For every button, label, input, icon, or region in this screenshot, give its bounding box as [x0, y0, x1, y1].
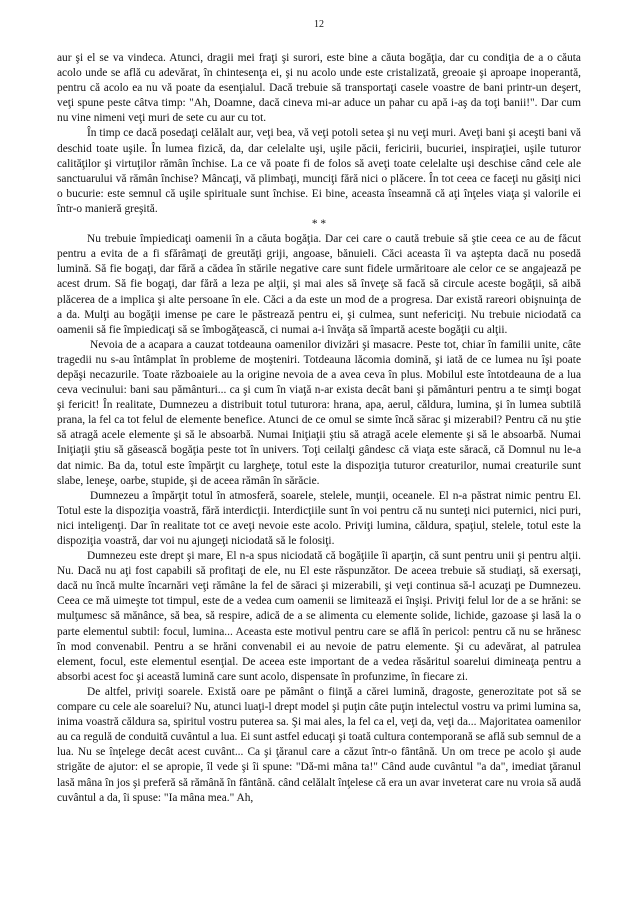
paragraph: De altfel, priviţi soarele. Există oare pe pământ o fiinţă a cărei lumină, dragoste, generozitate pot să se compare cu cele ale soarelui? Nu, atunci luaţi-l drept model şi puţin câte puţin intelectul vostru va primi lumina sa, inima voastră căldura sa, spiritul vostru puterea sa. Şi mai ales, la fel ca el, veţi da, veţi da... Majoritatea oamenilor au ca regulă de conduită cuvântul a lua. Ei sunt astfel educaţi şi toată cultura contemporană se află sub semnul de a lua. Nu se înţelege decât acest cuvânt... Ca şi ţăranul care a căzut într-o fântână. Un om trece pe acolo şi aude strigăte de ajutor: el se apropie, îl vede şi îi spune: "Dă-mi mâna ta!" Când aude cuvântul "a da", imediat ţăranul lasă mâna în jos şi preferă să rămână în fântână. când celălalt înţelese că era un avar inveterat care nu vroia să audă cuvântul a da, îi spuse: "Ia mâna mea." Ah,	[57, 685, 582, 804]
page-number: 12	[314, 19, 324, 30]
paragraph: În timp ce dacă posedaţi celălalt aur, veţi bea, vă veţi potoli setea şi nu veţi muri. Aveţi bani şi aceşti bani vă deschid toate uşile. În lumea fizică, da, dar celelalte uşi, uşile păcii, fericirii, bucuriei, inspiraţiei, uşile tuturor calităţilor şi virtuţilor rămân închise. La ce vă poate fi de folos să aveţi toate celelalte uşi deschise când cele ale sanctuarului vă rămân închise? Mâncaţi, vă plimbaţi, munciţi fără nici o plăcere. În tot ceea ce faceţi nu găsiţi nici o bucurie: este semnul că uşile spirituale sunt închise. Ei bine, aceasta înseamnă că aţi înţeles viaţa şi valorile ei într-o manieră greşită.	[57, 127, 581, 215]
paragraph: Dumnezeu este drept şi mare, El n-a spus niciodată că bogăţiile îi aparţin, că sunt pentru unii şi pentru alţii. Nu. Dacă nu aţi fost capabili să profitaţi de ele, nu El este răspunzător. De aceea trebuie să studiaţi, să exersaţi, dacă nu încă multe încarnări veţi rămâne la fel de săraci şi mizerabili, şi veţi continua să-l acuzaţi pe Dumnezeu. Ceea ce mă uimeşte tot timpul, este de a vedea cum oamenii se limitează ei înşişi. Priviţi felul lor de a se hrăni: se mulţumesc să mănânce, să bea, să respire, adică de a se alimenta cu elemente solide, lichide, gazoase şi lasă la o parte elementul subtil: focul, lumina... Aceasta este motivul pentru care se află în pericol: pentru că nu se hrănesc în mod convenabil. Pentru a se hrăni convenabil ei au nevoie de patru elemente. Şi cu adevărat, al patrulea element, focul, este elementul esenţial. De aceea este important de a vedea răsăritul soarelui dimineaţa pentru a absorbi acest foc şi această lumină care sunt acolo, dispensate în profunzime, în fiecare zi.	[57, 550, 581, 683]
paragraph: Dumnezeu a împărţit totul în atmosferă, soarele, stelele, munţii, oceanele. El n-a păstrat nimic pentru El. Totul este la dispoziţia voastră, fără interdicţii. Interdicţiile sunt în voi pentru că nu sunteţi nici puternici, nici puri, nici inteligenţi. Dar în realitate tot ce aveţi nevoie este acolo. Priviţi lumina, căldura, spaţiul, stelele, totul este la dispoziţia voastră, dar voi nu ajungeţi niciodată să le folosiţi.	[57, 489, 581, 547]
paragraph: aur şi el se va vindeca. Atunci, dragii mei fraţi şi surori, este bine a căuta bogăţia, dar cu condiţia de a o căuta acolo unde se află cu adevărat, în chintesenţa ei, şi nu acolo unde este cristalizată, greoaie şi aproape inoperantă, pentru că acolo ea nu vă poate da esenţialul. Dacă trebuie să transportaţi casele voastre de bani printr-un deşert, veţi spune peste câtva timp: "Ah, Doamne, dacă cineva mi-ar aduce un pahar cu apă i-aş da toţi banii!". Dar cum nu vine nimeni veţi muri de sete cu aur cu tot.	[57, 52, 581, 125]
paragraph: Nu trebuie împiedicaţi oamenii în a căuta bogăţia. Dar cei care o caută trebuie să ştie ceea ce au de făcut pentru a evita de a fi sfărâmaţi de greutăţi griji, angoase, bănuieli. Căci aceasta îi va aştepta dacă nu posedă lumină. Să fie bogaţi, dar fără a cădea în stările negative care sunt fidele urmăritoare ale celor ce se angajează pe acest drum. Să fie bogaţi, dar fără a leza pe alţii, şi mai ales să înveţe să facă să circule aceste bogăţii, să aibă plăcerea de a implica şi alte persoane în ele. Căci a da este un mod de a progresa. Dar există rareori obişnuinţa de a da. Mulţi au bogăţii imense pe care le păstrează pentru ei, şi culmea, sunt nefericiţi. Nu trebuie niciodată ca oamenii să fie împiedicaţi să se îmbogăţească, ci numai a-i învăţa să împartă aceste bogăţii cu alţii.	[57, 233, 581, 336]
section-separator: * *	[311, 218, 327, 231]
body-text	[57, 51, 581, 806]
paragraph: Nevoia de a acapara a cauzat totdeauna oamenilor divizări şi masacre. Peste tot, chiar în familii unite, câte tragedii nu s-au întâmplat în probleme de moşteniri. Totdeauna lăcomia domină, şi iată de ce lumea nu îşi poate depăşi necazurile. Toate războaiele au la origine nevoia de a avea ceva în plus. Mobilul este întotdeauna de a lua ceva vecinului: bani sau pământuri... ca şi cum în viaţă n-ar exista decât bani şi pământuri pentru a te simţi bogat şi fericit! În realitate, Dumnezeu a distribuit totul tuturora: hrana, apa, aerul, căldura, lumina, şi în lumea subtilă prana, la fel ca tot felul de elemente benefice. Atunci de ce omul se simte încă sărac şi mizerabil? Pentru că nu ştie să atragă acele elemente şi să le absoarbă. Numai Iniţiaţii ştiu să atragă acele elemente şi să le absoarbă. Numai Iniţiaţii ştiu să găsească bogăţia peste tot în univers. Toţi ceilalţi gândesc că viaţa este săracă, că Domnul nu le-a dat nimic. Ba da, totul este împărţit cu largheţe, totul este la dispoziţia tuturor creaturilor, numai creaturile sunt slabe, leneşe, oarbe, stupide, şi de aceea rămân în sărăcie.	[57, 338, 581, 487]
